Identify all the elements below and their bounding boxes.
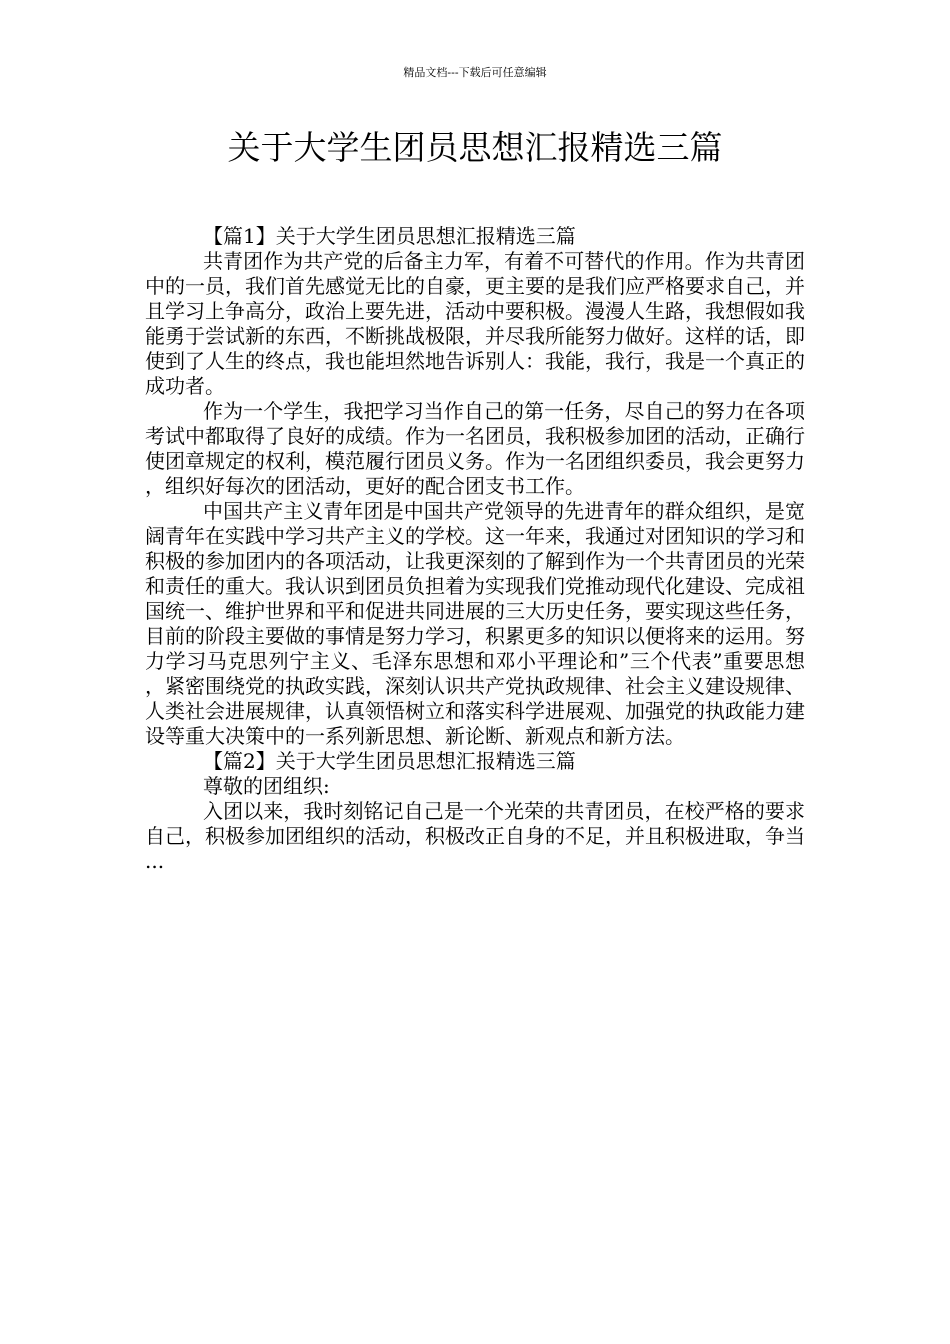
section-heading-1: 【篇1】关于大学生团员思想汇报精选三篇 <box>203 224 576 248</box>
paragraph: 作为一个学生，我把学习当作自己的第一任务，尽自己的努力在各项考试中都取得了良好的成绩。作为一名团员，我积极参加团的活动，正确行使团章规定的权利，模范履行团员义务。作为一名团组织委员，我会更努力，组织好每次的团活动，更好的配合团支书工作。 <box>145 399 805 498</box>
section-heading-2: 【篇2】关于大学生团员思想汇报精选三篇 <box>203 749 576 773</box>
document-body <box>145 224 805 874</box>
paragraph: 共青团作为共产党的后备主力军，有着不可替代的作用。作为共青团中的一员，我们首先感觉无比的自豪，更主要的是我们应严格要求自己，并且学习上争高分，政治上要先进，活动中要积极。漫漫人生路，我想假如我能勇于尝试新的东西，不断挑战极限，并尽我所能努力做好。这样的话，即使到了人生的终点，我也能坦然地告诉别人：我能，我行，我是一个真正的成功者。 <box>145 249 805 398</box>
document-title: 关于大学生团员思想汇报精选三篇 <box>227 128 723 167</box>
paragraph: 入团以来，我时刻铭记自己是一个光荣的共青团员，在校严格的要求自己，积极参加团组织的活动，积极改正自身的不足，并且积极进取，争当... <box>145 799 805 873</box>
paragraph: 中国共产主义青年团是中国共产党领导的先进青年的群众组织，是宽阔青年在实践中学习共产主义的学校。这一年来，我通过对团知识的学习和积极的参加团内的各项活动，让我更深刻的了解到作为一个共青团员的光荣和责任的重大。我认识到团员负担着为实现我们党推动现代化建设、完成祖国统一、维护世界和平和促进共同进展的三大历史任务，要实现这些任务，目前的阶段主要做的事情是努力学习，积累更多的知识以便将来的运用。努力学习马克思列宁主义、毛泽东思想和邓小平理论和”三个代表”重要思想，紧密围绕党的执政实践，深刻认识共产党执政规律、社会主义建设规律、人类社会进展规律，认真领悟树立和落实科学进展观、加强党的执政能力建设等重大决策中的一系列新思想、新论断、新观点和新方法。 <box>145 499 805 748</box>
header-note: 精品文档---下载后可任意编辑 <box>403 66 547 79</box>
salutation: 尊敬的团组织: <box>203 774 330 798</box>
